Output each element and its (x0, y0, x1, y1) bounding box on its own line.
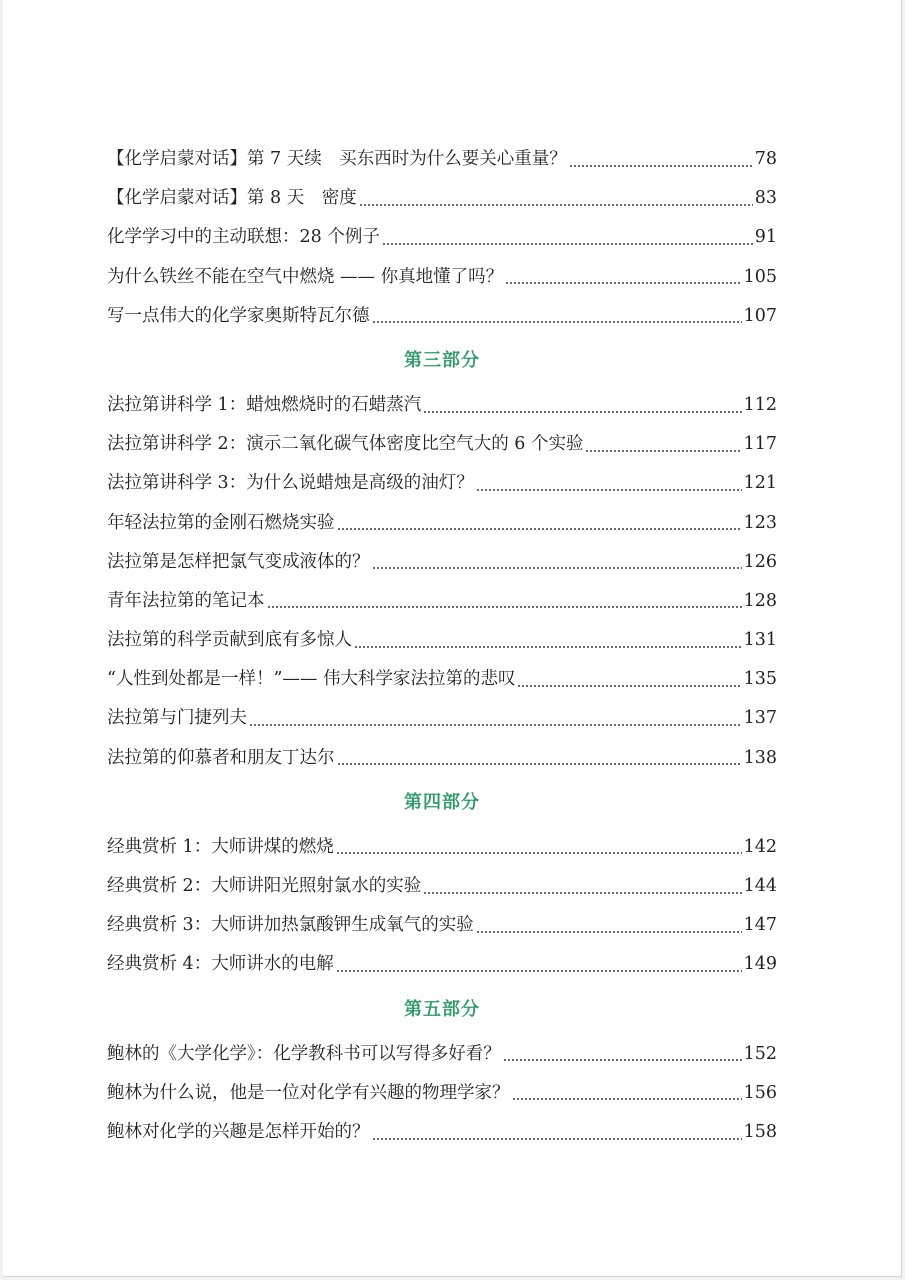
toc-entry-title: 经典赏析 3：大师讲加热氯酸钾生成氧气的实验 (107, 915, 474, 936)
toc-entry-page: 91 (754, 227, 777, 248)
toc-entry[interactable] (107, 1113, 777, 1152)
toc-entry[interactable] (107, 582, 777, 621)
toc-entry-page: 112 (743, 394, 777, 415)
toc-entry-page: 128 (743, 590, 777, 611)
toc-entry-title: 年轻法拉第的金刚石燃烧实验 (107, 512, 335, 533)
leader-dots (512, 1085, 742, 1101)
leader-dots (336, 957, 742, 973)
leader-dots (354, 633, 742, 649)
leader-dots (337, 515, 742, 531)
toc-entry[interactable] (107, 258, 777, 297)
toc-entry-title: 经典赏析 4：大师讲水的电解 (107, 954, 334, 975)
toc-entry[interactable] (107, 945, 777, 984)
leader-dots (336, 839, 742, 855)
leader-dots (476, 918, 742, 934)
toc-entry-title: 为什么铁丝不能在空气中燃烧 —— 你真地懂了吗？ (107, 266, 504, 287)
toc-section-part-three (107, 336, 777, 778)
section-heading: 第三部分 (404, 349, 480, 371)
toc-entry-title: 【化学启蒙对话】第 7 天续 买东西时为什么要关心重量？ (107, 149, 567, 169)
toc-entry[interactable] (107, 543, 777, 582)
toc-entry[interactable] (107, 1035, 777, 1074)
toc-entry-page: 137 (743, 708, 777, 729)
leader-dots (359, 191, 753, 207)
leader-dots (423, 398, 741, 414)
leader-dots (585, 437, 741, 453)
toc-entry-title: 法拉第讲科学 2：演示二氧化碳气体密度比空气大的 6 个实验 (107, 434, 584, 455)
toc-entry[interactable] (107, 297, 777, 336)
toc-entry-page: 123 (743, 512, 777, 533)
leader-dots (267, 593, 742, 609)
section-heading: 第四部分 (404, 791, 480, 813)
table-of-contents (107, 140, 777, 1152)
toc-entry-page: 142 (743, 836, 777, 857)
toc-entry[interactable] (107, 621, 777, 660)
toc-entry[interactable] (107, 867, 777, 906)
toc-entry[interactable] (107, 1074, 777, 1113)
toc-entry-title: 鲍林的《大学化学》：化学教科书可以写得多好看？ (107, 1043, 501, 1064)
toc-entry-page: 149 (743, 954, 777, 975)
section-heading: 第五部分 (404, 998, 480, 1020)
toc-entry-page: 107 (743, 305, 777, 326)
toc-entry-page: 135 (743, 669, 777, 690)
toc-entry-title: 经典赏析 2：大师讲阳光照射氯水的实验 (107, 876, 422, 896)
toc-entry-title: 法拉第的科学贡献到底有多惊人 (107, 630, 352, 651)
toc-entry-page: 78 (754, 149, 777, 169)
toc-entry-page: 156 (743, 1082, 777, 1103)
toc-entry-title: 写一点伟大的化学家奥斯特瓦尔德 (107, 305, 370, 326)
toc-entry[interactable] (107, 906, 777, 945)
leader-dots (372, 1125, 742, 1141)
toc-entry-page: 158 (743, 1121, 777, 1142)
toc-entry-title: 法拉第与门捷列夫 (107, 708, 247, 729)
toc-section-continued (107, 140, 777, 336)
leader-dots (517, 672, 741, 688)
toc-entry[interactable] (107, 699, 777, 738)
leader-dots (569, 152, 753, 168)
toc-entry-page: 117 (743, 434, 777, 455)
toc-entry-page: 131 (743, 630, 777, 651)
toc-entry-page: 126 (743, 551, 777, 572)
toc-entry-page: 147 (743, 915, 777, 936)
toc-entry[interactable] (107, 218, 777, 257)
leader-dots (505, 269, 741, 285)
leader-dots (423, 879, 741, 895)
toc-entry[interactable] (107, 140, 777, 179)
toc-entry-page: 152 (743, 1043, 777, 1064)
toc-entry-title: 青年法拉第的笔记本 (107, 590, 265, 611)
toc-entry-title: 鲍林对化学的兴趣是怎样开始的？ (107, 1121, 370, 1142)
toc-entry-title: 经典赏析 1：大师讲煤的燃烧 (107, 836, 334, 857)
toc-entry[interactable] (107, 660, 777, 699)
toc-entry[interactable] (107, 179, 777, 218)
toc-entry-title: 【化学启蒙对话】第 8 天 密度 (107, 188, 357, 209)
toc-entry[interactable] (107, 386, 777, 425)
leader-dots (372, 554, 742, 570)
toc-entry-title: 鲍林为什么说，他是一位对化学有兴趣的物理学家？ (107, 1082, 510, 1103)
toc-entry-page: 83 (754, 188, 777, 209)
toc-entry-title: “人性到处都是一样！”—— 伟大科学家法拉第的悲叹 (107, 669, 516, 690)
toc-entry-title: 法拉第是怎样把氯气变成液体的？ (107, 551, 370, 572)
toc-entry-page: 105 (743, 266, 777, 287)
toc-entry-title: 化学学习中的主动联想：28 个例子 (107, 227, 380, 248)
leader-dots (337, 750, 742, 766)
toc-entry-title: 法拉第讲科学 3：为什么说蜡烛是高级的油灯？ (107, 473, 474, 494)
toc-entry[interactable] (107, 504, 777, 543)
toc-entry-title: 法拉第讲科学 1：蜡烛燃烧时的石蜡蒸汽 (107, 394, 422, 415)
toc-section-part-five (107, 985, 777, 1153)
toc-section-part-four (107, 778, 777, 985)
leader-dots (372, 308, 742, 324)
toc-entry-page: 138 (743, 747, 777, 768)
toc-entry[interactable] (107, 464, 777, 503)
leader-dots (249, 711, 742, 727)
leader-dots (382, 230, 753, 246)
document-page (3, 0, 902, 1277)
leader-dots (476, 476, 742, 492)
leader-dots (503, 1046, 742, 1062)
toc-entry-title: 法拉第的仰慕者和朋友丁达尔 (107, 747, 335, 768)
toc-entry[interactable] (107, 739, 777, 778)
toc-entry-page: 121 (743, 473, 777, 494)
toc-entry-page: 144 (743, 876, 777, 896)
toc-entry[interactable] (107, 828, 777, 867)
toc-entry[interactable] (107, 425, 777, 464)
